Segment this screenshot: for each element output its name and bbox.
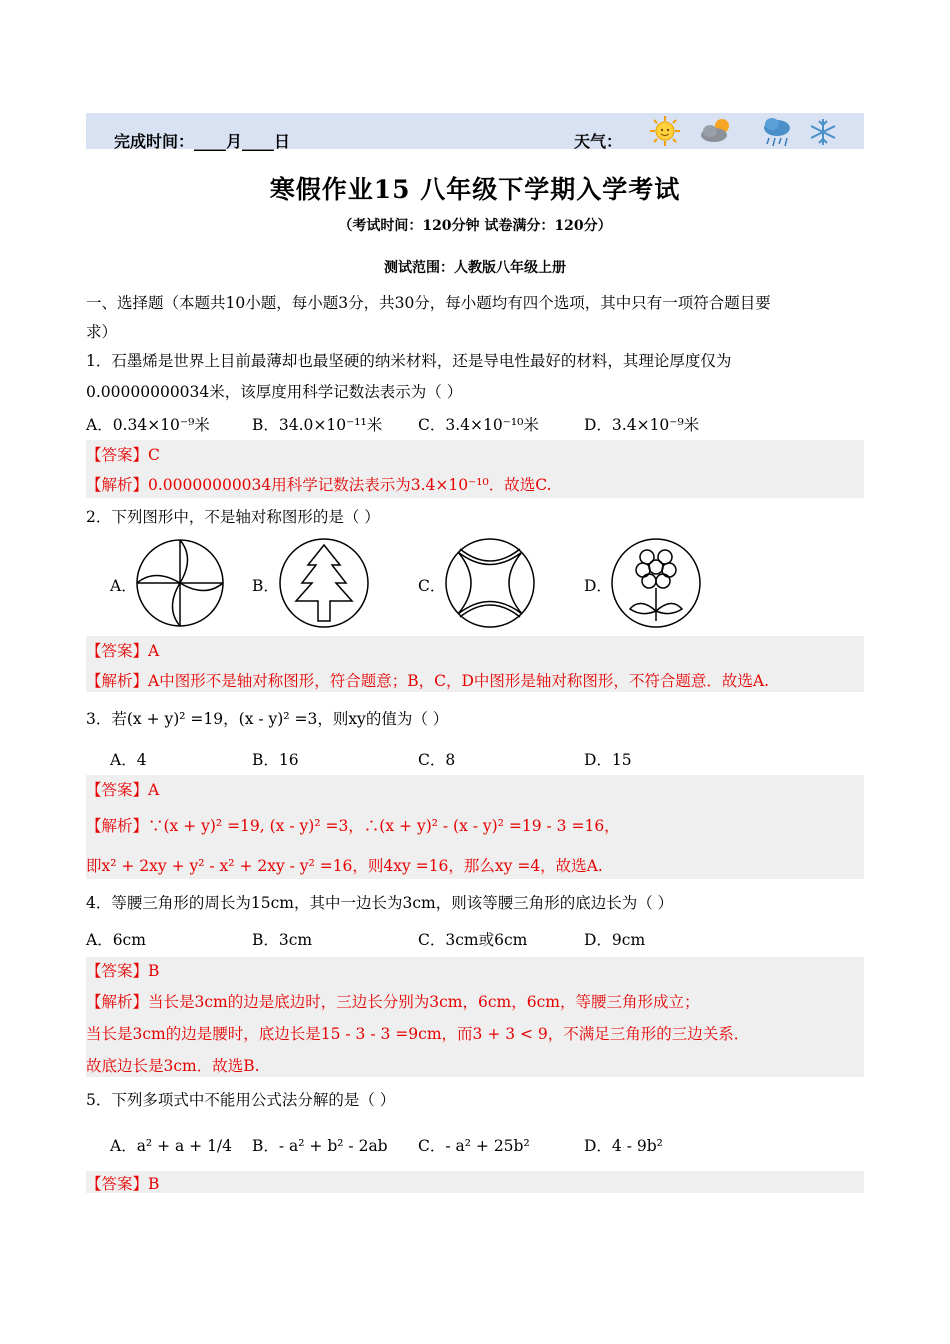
q3-option-a: A．4: [110, 751, 147, 769]
q2-stem: 2．下列图形中，不是轴对称图形的是（ ）: [86, 508, 380, 526]
figure-d-flower: [610, 537, 702, 629]
figure-a-pinwheel: [135, 538, 225, 628]
q5-option-b: B．- a² + b² - 2ab: [252, 1137, 388, 1155]
q5-option-d: D．4 - 9b²: [584, 1137, 663, 1155]
q4-stem: 4．等腰三角形的周长为15cm，其中一边长为3cm，则该等腰三角形的底边长为（ ）: [86, 894, 674, 912]
q4-option-c: C．3cm或6cm: [418, 931, 528, 949]
q2-analysis: 【解析】A中图形不是轴对称图形，符合题意；B，C，D中图形是轴对称图形，不符合题意．故选A.: [86, 672, 769, 690]
q4-answer: 【答案】B: [86, 962, 160, 980]
q2-answer: 【答案】A: [86, 642, 160, 660]
partly-cloudy-icon: [698, 115, 738, 147]
section-heading-line2: 求）: [86, 323, 118, 341]
q1-answer: 【答案】C: [86, 446, 160, 464]
section-heading-line1: 一、选择题（本题共10小题，每小题3分，共30分，每小题均有四个选项，其中只有一项符合题目要: [86, 294, 771, 312]
figure-b-tree: [278, 537, 370, 629]
q2-label-d: D．: [584, 577, 612, 595]
q4-option-b: B．3cm: [252, 931, 313, 949]
q1-option-d: D．3.4×10⁻⁹米: [584, 416, 700, 434]
q4-analysis-line2: 当长是3cm的边是腰时，底边长是15 - 3 - 3 =9cm，而3 + 3 < 9，不满足三角形的三边关系．: [86, 1025, 750, 1043]
q5-option-c: C．- a² + 25b²: [418, 1137, 530, 1155]
q5-stem: 5．下列多项式中不能用公式法分解的是（ ）: [86, 1091, 396, 1109]
q1-analysis: 【解析】0.00000000034用科学记数法表示为3.4×10⁻¹⁰．故选C.: [86, 476, 552, 494]
q3-answer: 【答案】A: [86, 781, 160, 799]
sunny-icon: [648, 115, 682, 147]
q5-answer: 【答案】B: [86, 1175, 160, 1193]
q3-option-c: C．8: [418, 751, 456, 769]
test-scope: 测试范围：人教版八年级上册: [384, 260, 566, 276]
q3-analysis-line2: 即x² + 2xy + y² - x² + 2xy - y² =16，则4xy =16，那么xy =4，故选A.: [86, 857, 603, 875]
exam-info: （考试时间：120分钟 试卷满分：120分）: [338, 218, 612, 234]
q3-analysis-line1: 【解析】∵(x + y)² =19, (x - y)² =3，∴(x + y)² - (x - y)² =19 - 3 =16，: [86, 817, 620, 835]
completion-time-label: 完成时间：____月____日: [114, 132, 291, 151]
q2-label-b: B．: [252, 577, 279, 595]
q3-stem: 3．若(x + y)² =19，(x - y)² =3，则xy的值为（ ）: [86, 710, 449, 728]
q4-analysis-line1: 【解析】当长是3cm的边是底边时，三边长分别为3cm，6cm，6cm，等腰三角形成立；: [86, 993, 700, 1011]
q2-label-a: A．: [110, 577, 137, 595]
q1-stem-line2: 0.00000000034米，该厚度用科学记数法表示为（ ）: [86, 383, 463, 401]
page-title: 寒假作业15 八年级下学期入学考试: [269, 175, 681, 204]
q5-option-a: A．a² + a + 1/4: [110, 1137, 233, 1155]
q2-label-c: C．: [418, 577, 446, 595]
q1-option-a: A．0.34×10⁻⁹米: [86, 416, 210, 434]
figure-c-concave: [444, 537, 536, 629]
q3-option-d: D．15: [584, 751, 632, 769]
q4-option-a: A．6cm: [86, 931, 146, 949]
q1-stem-line1: 1．石墨烯是世界上目前最薄却也最坚硬的纳米材料，还是导电性最好的材料，其理论厚度仅为: [86, 352, 732, 370]
q1-option-b: B．34.0×10⁻¹¹米: [252, 416, 383, 434]
snow-icon: [808, 117, 838, 147]
q3-option-b: B．16: [252, 751, 299, 769]
q1-option-c: C．3.4×10⁻¹⁰米: [418, 416, 539, 434]
q5-answer-box: [86, 1171, 864, 1193]
rain-icon: [760, 115, 794, 149]
q4-option-d: D．9cm: [584, 931, 646, 949]
q4-analysis-line3: 故底边长是3cm．故选B.: [86, 1057, 260, 1075]
weather-label: 天气：: [574, 132, 623, 151]
